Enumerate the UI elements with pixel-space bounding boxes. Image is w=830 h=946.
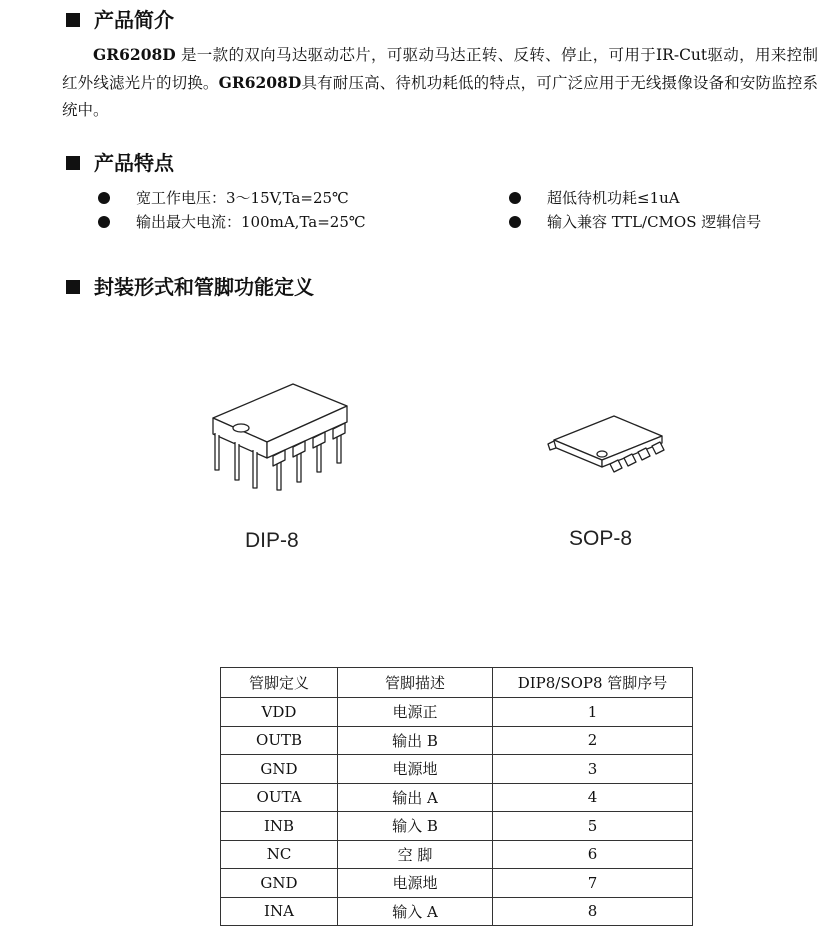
table-row [221, 755, 693, 784]
sop8-package-icon [546, 410, 676, 480]
table-row [221, 840, 693, 869]
pin-number: 6 [493, 840, 693, 869]
section-title-package: 封装形式和管脚功能定义 [66, 275, 314, 299]
pin-description: 输出 B [338, 726, 493, 755]
pin-description: 输入 A [338, 897, 493, 926]
pin-description: 电源地 [338, 755, 493, 784]
pin-name: GND [221, 869, 338, 898]
pin-name: NC [221, 840, 338, 869]
table-row [221, 869, 693, 898]
column-header: 管脚定义 [221, 668, 338, 698]
square-bullet-icon [66, 280, 80, 294]
pin-number: 2 [493, 726, 693, 755]
pin-name: VDD [221, 698, 338, 727]
pin-name: INB [221, 812, 338, 841]
pin-name: OUTB [221, 726, 338, 755]
bullet-dot-icon [509, 192, 521, 204]
pin-number: 4 [493, 783, 693, 812]
table-row [221, 897, 693, 926]
pin-name: INA [221, 897, 338, 926]
part-number: GR6208D [218, 73, 302, 92]
pin-number: 5 [493, 812, 693, 841]
pin-definition-table [220, 667, 693, 926]
pin-description: 电源地 [338, 869, 493, 898]
pin-number: 8 [493, 897, 693, 926]
pin-description: 输出 A [338, 783, 493, 812]
intro-paragraph: GR6208D 是一款的双向马达驱动芯片，可驱动马达正转、反转、停止，可用于IR-Cut驱动，用来控制红外线滤光片的切换。GR6208D具有耐压高、待机功耗低的特点，可广泛应用于无线摄像设备和安防监控系统中。 [62, 45, 818, 119]
square-bullet-icon [66, 13, 80, 27]
package-label-dip8: DIP-8 [245, 529, 299, 552]
square-bullet-icon [66, 156, 80, 170]
section-title-features: 产品特点 [66, 151, 174, 175]
pin-number: 1 [493, 698, 693, 727]
pin-name: OUTA [221, 783, 338, 812]
pin-number: 3 [493, 755, 693, 784]
bullet-dot-icon [98, 192, 110, 204]
part-number: GR6208D [93, 45, 176, 64]
bullet-dot-icon [98, 216, 110, 228]
pin-description: 电源正 [338, 698, 493, 727]
bullet-dot-icon [509, 216, 521, 228]
column-header: 管脚描述 [338, 668, 493, 698]
table-row [221, 812, 693, 841]
pin-name: GND [221, 755, 338, 784]
table-row [221, 783, 693, 812]
column-header: DIP8/SOP8 管脚序号 [493, 668, 693, 698]
dip8-package-icon [205, 378, 355, 508]
pin-description: 空 脚 [338, 840, 493, 869]
table-header-row [221, 668, 693, 698]
section-title-intro: 产品简介 [66, 8, 174, 32]
table-row [221, 698, 693, 727]
table-row [221, 726, 693, 755]
pin-description: 输入 B [338, 812, 493, 841]
pin-number: 7 [493, 869, 693, 898]
package-label-sop8: SOP-8 [569, 527, 633, 550]
